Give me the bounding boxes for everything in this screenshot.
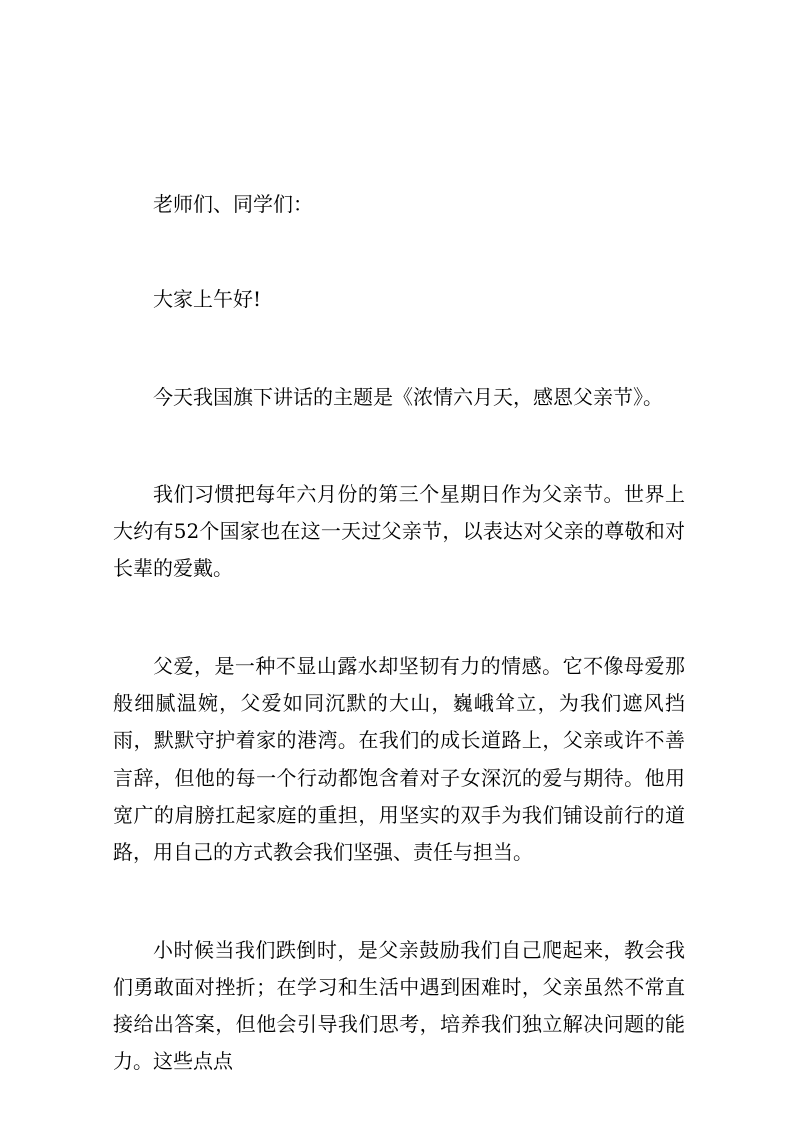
topic-paragraph: 今天我国旗下讲话的主题是《浓情六月天，感恩父亲节》。 [153, 384, 663, 409]
fatherly-love-paragraph: 父爱，是一种不显山露水却坚韧有力的情感。它不像母爱那般细腻温婉，父爱如同沉默的大山，巍峨耸立，为我们遮风挡雨，默默守护着家的港湾。在我们的成长道路上，父亲或许不善言辞，但他的每一个行动都饱含着对子女深沉的爱与期待。他用宽广的肩膀扛起家庭的重担，用坚实的双手为我们铺设前行的道路，用自己的方式教会我们坚强、责任与担当。 [113, 653, 685, 865]
fathers-day-intro-paragraph: 我们习惯把每年六月份的第三个星期日作为父亲节。世界上大约有52个国家也在这一天过父亲节，以表达对父亲的尊敬和对长辈的爱戴。 [113, 481, 685, 581]
childhood-memory-paragraph: 小时候当我们跌倒时，是父亲鼓励我们自己爬起来，教会我们勇敢面对挫折；在学习和生活中遇到困难时，父亲虽然不常直接给出答案，但他会引导我们思考，培养我们独立解决问题的能力。这些点点 [113, 937, 685, 1074]
speech-body [113, 186, 685, 1081]
greeting-paragraph: 老师们、同学们： [153, 192, 313, 216]
salutation-paragraph: 大家上午好! [153, 287, 262, 312]
